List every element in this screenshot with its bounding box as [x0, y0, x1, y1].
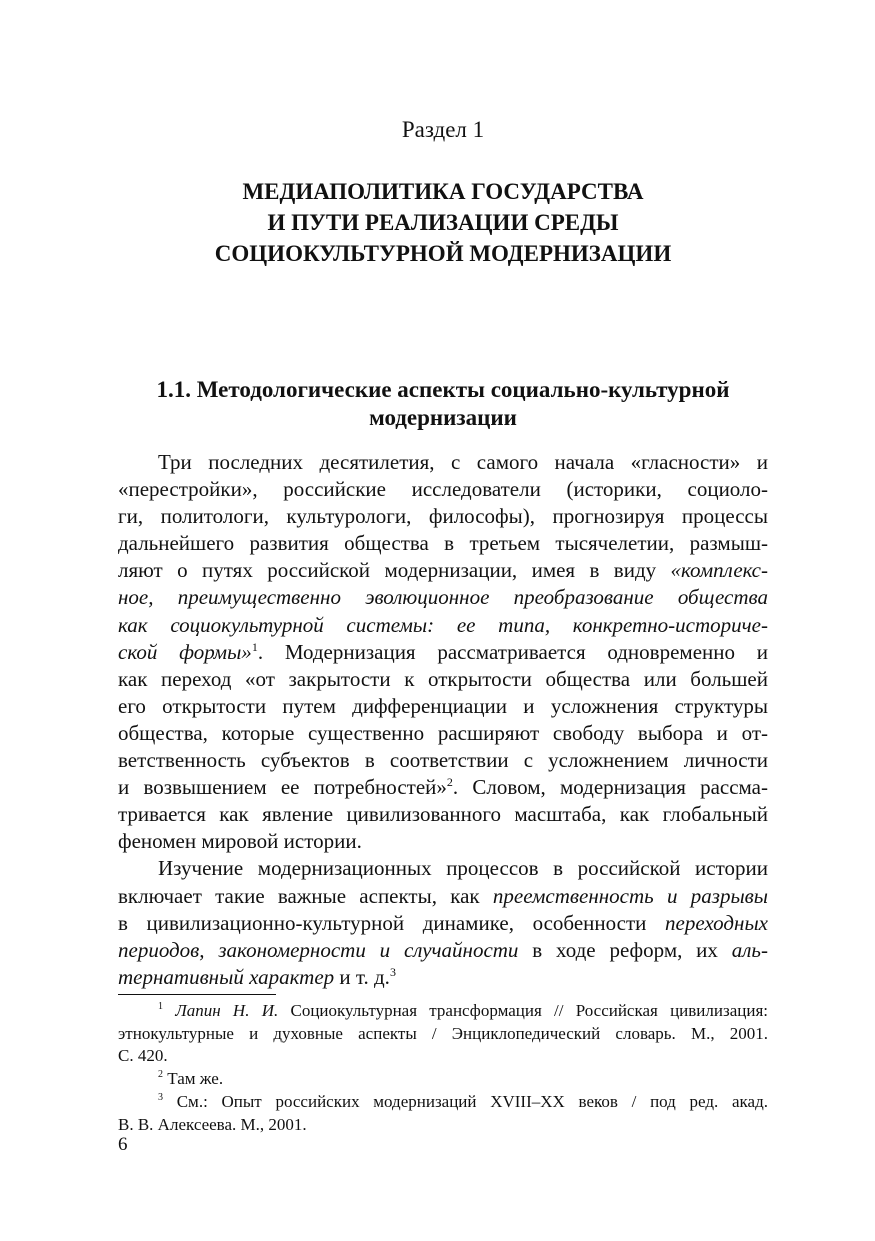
- footnote-ref-2[interactable]: 2: [446, 775, 453, 790]
- emphasis-italic: преемственность и разрывы: [492, 883, 769, 908]
- text-line: [118, 639, 768, 666]
- footnote-author: Лапин Н. И.: [175, 1001, 279, 1020]
- section-title-line: И ПУТИ РЕАЛИЗАЦИИ СРЕДЫ: [267, 210, 619, 235]
- text-line: [118, 910, 768, 937]
- text-line: тривается как явление цивилизованного масштаба, как глобальный: [118, 802, 768, 827]
- text-line: [118, 557, 768, 584]
- footnote-1: [118, 1000, 768, 1023]
- paragraph-2: [118, 855, 768, 990]
- text-run: . Модернизация рассматривается одновременно и: [257, 639, 768, 664]
- quote-italic: «комплекс-: [670, 558, 768, 583]
- text-line: «перестройки», российские исследователи (историки, социоло-: [118, 477, 768, 502]
- section-label: Раздел 1: [401, 117, 485, 142]
- footnote-ref-3[interactable]: 3: [389, 964, 396, 979]
- page-number: 6: [118, 1134, 128, 1155]
- paragraph-1: [118, 449, 768, 855]
- text-run: включает такие важные аспекты, как: [118, 883, 493, 908]
- chapter-title: [118, 376, 768, 432]
- text-run: и возвышением ее потребностей»: [118, 775, 447, 800]
- text-run: . Словом, модернизация рассма-: [452, 775, 768, 800]
- text-run: ляют о путях российской модернизации, имея в виду: [118, 558, 671, 583]
- footnote-line: С. 420.: [118, 1046, 168, 1066]
- body-text: [118, 449, 768, 991]
- emphasis-italic: переходных: [665, 910, 768, 935]
- footnote-line: этнокультурные и духовные аспекты / Энциклопедический словарь. М., 2001.: [118, 1023, 768, 1043]
- footnote-line: В. В. Алексеева. М., 2001.: [118, 1114, 307, 1134]
- footnote-number: 1: [158, 1001, 163, 1012]
- footnote-number: 3: [158, 1091, 163, 1103]
- text-run: в ходе реформ, их: [518, 937, 732, 962]
- text-line: ветственность субъектов в соответствии с усложнением личности: [118, 748, 768, 773]
- footnote-2: [118, 1068, 768, 1091]
- emphasis-italic: тернативный характер: [118, 964, 335, 989]
- section-title-line: МЕДИАПОЛИТИКА ГОСУДАРСТВА: [242, 179, 644, 204]
- chapter-title-line: модернизации: [369, 405, 517, 430]
- text-run: См.: Опыт российских модернизаций XVIII–XX веков / под ред. акад.: [163, 1091, 768, 1111]
- emphasis-italic: периодов, закономерности и случайности: [118, 937, 519, 962]
- footnote-divider: [118, 994, 276, 995]
- text-line: Три последних десятилетия, с самого начала «гласности» и: [158, 450, 768, 474]
- text-line: [118, 774, 768, 801]
- text-line: как переход «от закрытости к открытости общества или большей: [118, 666, 768, 691]
- chapter-title-line: 1.1. Методологические аспекты социально-культурной: [156, 377, 730, 402]
- footnotes: [118, 1000, 768, 1136]
- text-line: дальнейшего развития общества в третьем тысячелетии, размыш-: [118, 531, 768, 556]
- text-line: его открытости путем дифференциации и усложнения структуры: [118, 693, 768, 718]
- text-run: Там же.: [163, 1069, 224, 1089]
- section-title: [118, 176, 768, 269]
- text-line: [118, 883, 768, 910]
- text-line: феномен мировой истории.: [118, 829, 362, 854]
- text-line: ги, политологи, культурологи, философы), прогнозируя процессы: [118, 504, 768, 529]
- section-title-line: СОЦИОКУЛЬТУРНОЙ МОДЕРНИЗАЦИИ: [214, 241, 672, 266]
- text-run: и т. д.: [334, 964, 390, 989]
- footnote-3: [118, 1091, 768, 1114]
- text-run: в цивилизационно-культурной динамике, особенности: [118, 910, 666, 935]
- footnote-ref-1[interactable]: 1: [251, 639, 258, 654]
- quote-italic: ской формы»: [118, 639, 252, 664]
- text-line-italic: как социокультурной системы: ее типа, конкретно-историче-: [118, 612, 768, 637]
- text-line: Изучение модернизационных процессов в российской истории: [158, 856, 768, 881]
- text-line: [118, 964, 768, 991]
- text-line-italic: ное, преимущественно эволюционное преобразование общества: [118, 585, 768, 610]
- text-run: Социокультурная трансформация // Российская цивилизация:: [278, 1001, 768, 1020]
- text-line: общества, которые существенно расширяют свободу выбора и от-: [118, 720, 768, 745]
- emphasis-italic: аль-: [731, 937, 768, 962]
- footnote-number: 2: [158, 1069, 163, 1081]
- text-line: [118, 937, 768, 964]
